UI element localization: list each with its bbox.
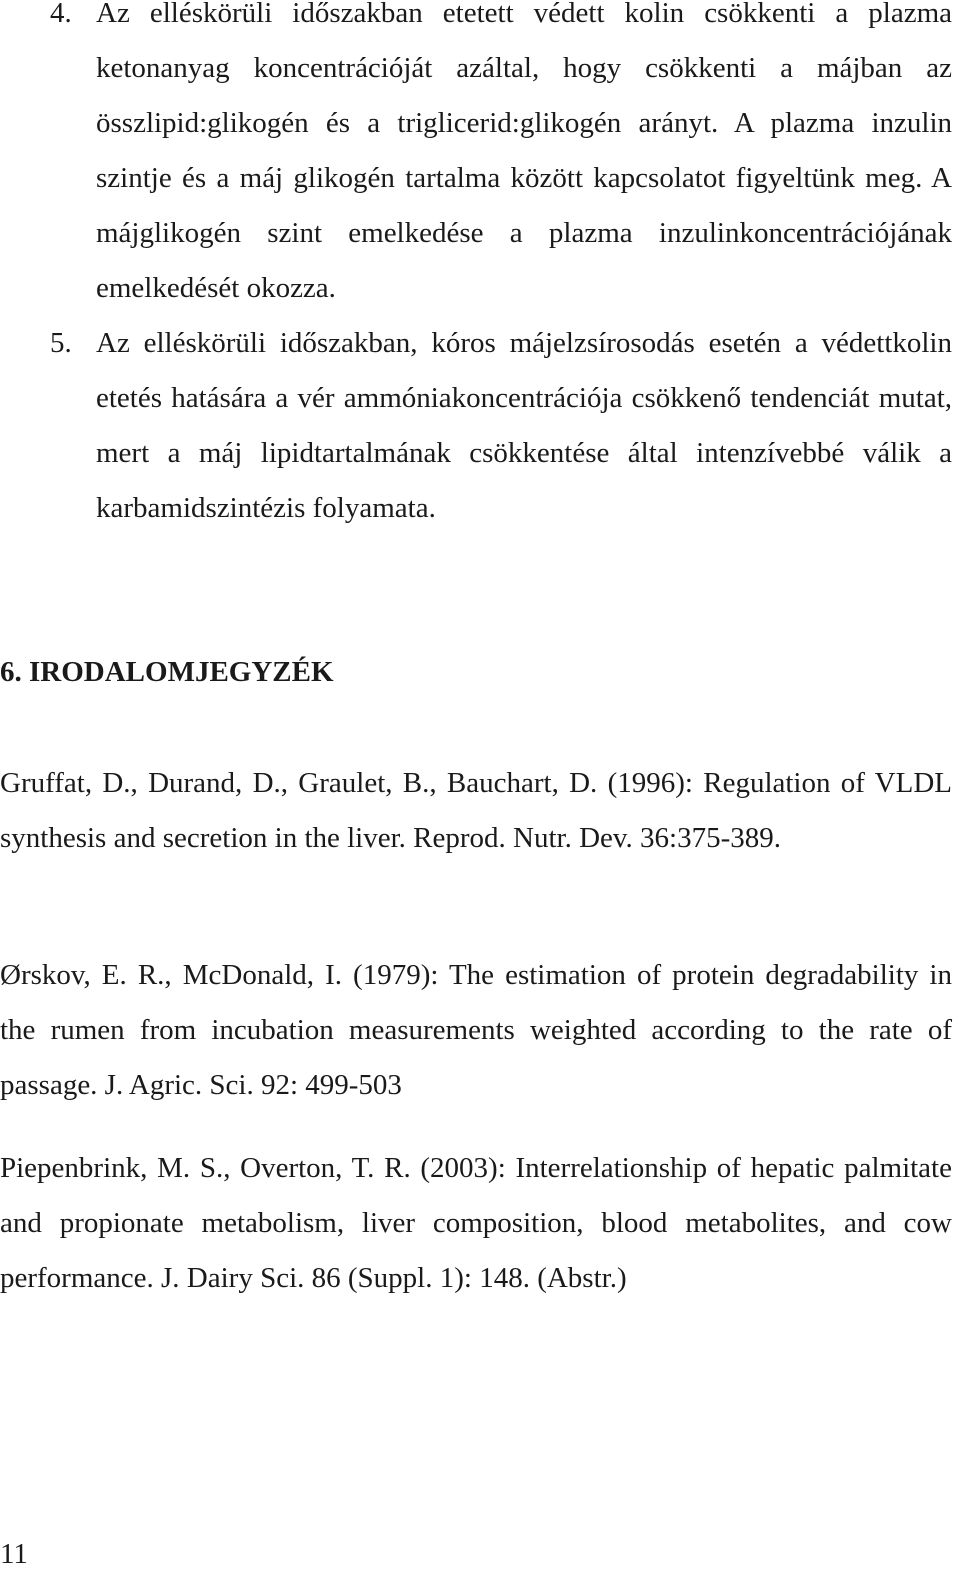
page-number: 11 [0,1538,28,1570]
reference-entry: Gruffat, D., Durand, D., Graulet, B., Bauchart, D. (1996): Regulation of VLDL synthesis and secretion in the liver. Reprod. Nutr. Dev. 36:375-389. [0,767,952,854]
reference-entry: Piepenbrink, M. S., Overton, T. R. (2003): Interrelationship of hepatic palmitate and propionate metabolism, liver composition, blood metabolites, and cow performance. J. Dairy Sci. 86 (Suppl. 1): 148. (Abstr.) [0,1152,952,1294]
conclusion-item-4 [0,0,952,316]
conclusion-item-5 [0,316,952,536]
conclusion-number: 4. [50,0,72,29]
section-heading: 6. IRODALOMJEGYZÉK [0,656,334,688]
conclusion-number: 5. [50,327,72,359]
reference-entry: Ørskov, E. R., McDonald, I. (1979): The estimation of protein degradability in the rumen from incubation measurements weighted according to the rate of passage. J. Agric. Sci. 92: 499-503 [0,959,952,1101]
conclusion-text: Az elléskörüli időszakban etetett védett kolin csökkenti a plazma ketonanyag koncentrációját azáltal, hogy csökkenti a májban az összlipid:glikogén és a triglicerid:glikogén arányt. A plazma inzulin szintje és a máj glikogén tartalma között kapcsolatot figyeltünk meg. A májglikogén szint emelkedése a plazma inzulinkoncentrációjának emelkedését okozza. [96,0,952,304]
conclusion-text: Az elléskörüli időszakban, kóros májelzsírosodás esetén a védettkolin etetés hatására a vér ammóniakoncentrációja csökkenő tendenciát mutat, mert a máj lipidtartalmának csökkentése által intenzívebbé válik a karbamidszintézis folyamata. [96,327,952,524]
